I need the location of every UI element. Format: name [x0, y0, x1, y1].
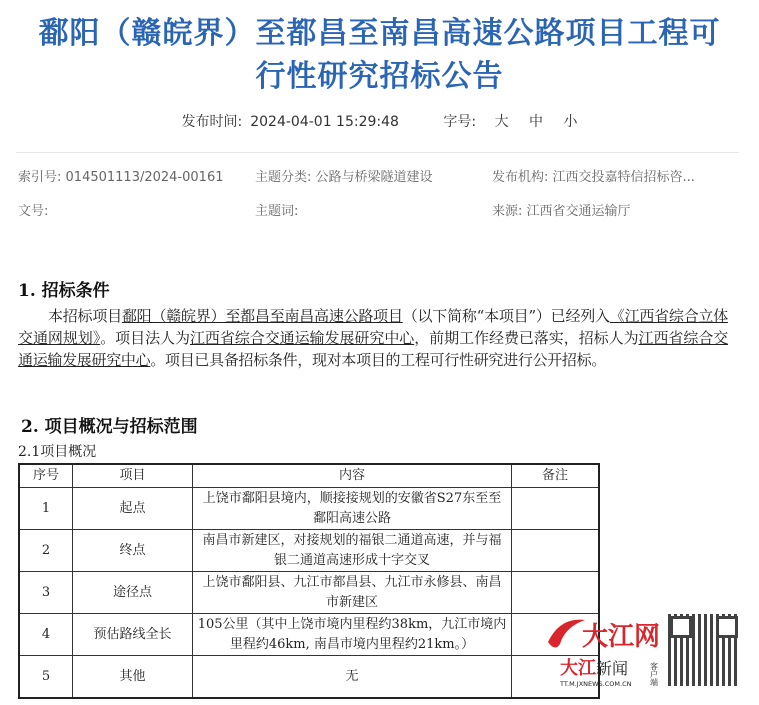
divider [16, 152, 739, 153]
legal-person-link[interactable]: 江西省综合交通运输发展研究中心 [189, 329, 415, 347]
header-cell: 内容 [193, 464, 512, 488]
tenderer-link[interactable]: 江西省综合交通运输发展研究中心 [18, 329, 728, 369]
table-cell: 预估路线全长 [73, 614, 193, 656]
table-row [19, 656, 599, 699]
meta-bar [0, 111, 759, 131]
publish-label: 发布时间: [181, 114, 243, 130]
font-small-button[interactable]: 小 [563, 114, 578, 130]
logo-swoosh-icon [548, 620, 585, 648]
publishing-org: 发布机构: 江西交投嘉特信招标咨... [492, 170, 695, 185]
table-cell: 无 [193, 656, 512, 699]
table-cell: 105公里（其中上饶市境内里程约38km，九江市境内里程约46km, 南昌市境内里程约21km。） [193, 614, 512, 656]
svg-text:新闻: 新闻 [596, 659, 629, 678]
font-medium-button[interactable]: 中 [529, 114, 544, 130]
table-cell: 1 [19, 488, 73, 530]
svg-text:大江网: 大江网 [582, 622, 661, 652]
keywords: 主题词: [255, 204, 299, 219]
table-row [19, 614, 599, 656]
header-cell: 序号 [19, 464, 73, 488]
section1-heading: 1. 招标条件 [18, 281, 110, 301]
font-size-label: 字号: [443, 114, 477, 130]
source: 来源: 江西省交通运输厅 [492, 204, 631, 219]
plan-link[interactable]: 《江西省综合立体交通网规划》 [18, 307, 728, 347]
title-line: 行性研究招标公告 [255, 59, 504, 94]
table-row [19, 530, 599, 572]
table-header-row [19, 464, 599, 488]
title-line: 鄱阳（赣皖界）至都昌至南昌高速公路项目工程可 [38, 16, 721, 51]
table-row [19, 572, 599, 614]
subsection-heading: 2.1项目概况 [18, 444, 97, 460]
project-overview-table [18, 463, 600, 699]
table-cell: 起点 [73, 488, 193, 530]
table-cell: 其他 [73, 656, 193, 699]
section1-paragraph: 本招标项目鄱阳（赣皖界）至都昌至南昌高速公路项目（以下简称“本项目”）已经列入《江西省综合立体交通网规划》。项目法人为江西省综合交通运输发展研究中心，前期工作经费已落实，招标人为江西省综合交通运输发展研究中心。项目已具备招标条件，现对本项目的工程可行性研究进行公开招标。 [18, 307, 728, 369]
table-cell: 上饶市鄱阳县境内，顺接接规划的安徽省S27东至至鄱阳高速公路 [193, 488, 512, 530]
dajiang-watermark-logo [540, 612, 665, 690]
index-number: 索引号: 014501113/2024-00161 [18, 170, 224, 185]
svg-text:TT.M.JXNEWS.COM.CN: TT.M.JXNEWS.COM.CN [560, 680, 632, 688]
svg-text:大江: 大江 [560, 658, 596, 679]
table-cell [512, 572, 600, 614]
project-link[interactable]: 鄱阳（赣皖界）至都昌至南昌高速公路项目 [121, 307, 403, 325]
table-cell: 南昌市新建区，对接规划的福银二通道高速，并与福银二通道高速形成十字交叉 [193, 530, 512, 572]
header-cell: 项目 [73, 464, 193, 488]
header-cell: 备注 [512, 464, 600, 488]
table-cell [512, 530, 600, 572]
table-cell: 终点 [73, 530, 193, 572]
publish-time: 2024-04-01 15:29:48 [250, 114, 399, 130]
table-cell: 2 [19, 530, 73, 572]
table-row [19, 488, 599, 530]
table-cell: 5 [19, 656, 73, 699]
table-cell: 3 [19, 572, 73, 614]
page-title [0, 12, 759, 98]
table-cell: 4 [19, 614, 73, 656]
svg-text:客户端: 客户端 [649, 662, 659, 686]
table-cell: 上饶市鄱阳县、九江市都昌县、九江市永修县、南昌市新建区 [193, 572, 512, 614]
section2-heading: 2. 项目概况与招标范围 [21, 417, 198, 437]
font-large-button[interactable]: 大 [494, 114, 509, 130]
topic-category: 主题分类: 公路与桥梁隧道建设 [255, 170, 433, 185]
qr-code [668, 614, 740, 686]
doc-number: 文号: [18, 204, 49, 219]
table-cell: 途径点 [73, 572, 193, 614]
table-cell [512, 488, 600, 530]
